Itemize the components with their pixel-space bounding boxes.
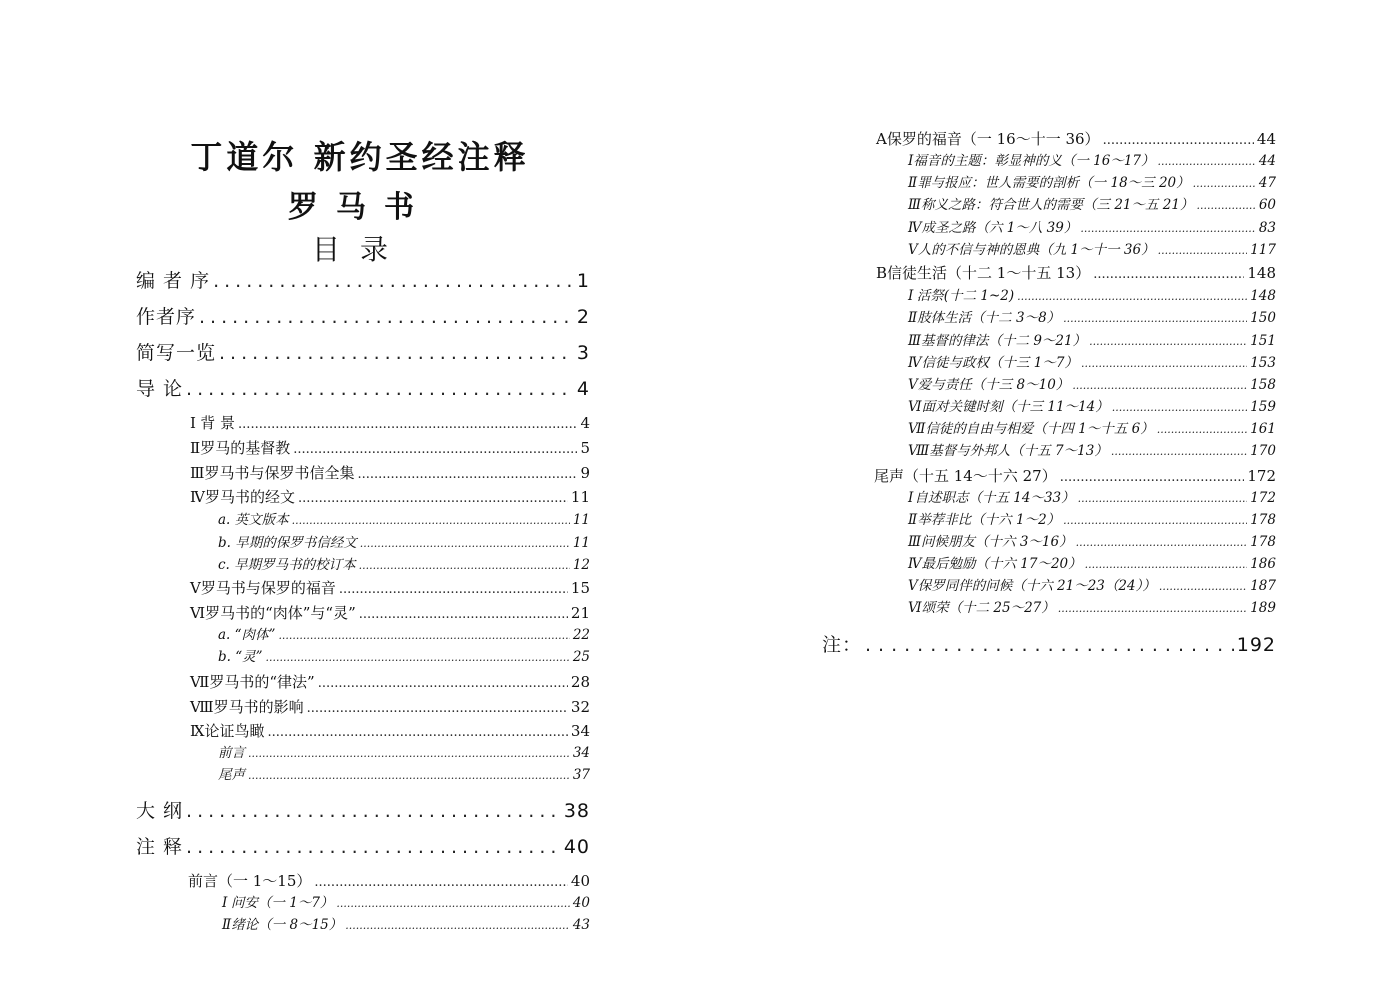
toc-entry-page: 178 bbox=[1250, 534, 1276, 550]
toc-leader-dots bbox=[1080, 223, 1255, 234]
toc-entry-label: 爱与责任（十三 8～10） bbox=[917, 377, 1070, 393]
toc-entry-numeral: Ⅶ bbox=[190, 673, 210, 691]
toc-entry-label: 福音的主题：彰显神的义（一 16～17） bbox=[913, 153, 1155, 169]
toc-entry-label: 作者序 bbox=[136, 306, 197, 328]
toc-entry-label: b. “灵” bbox=[218, 649, 263, 665]
toc-entry-page: 172 bbox=[1250, 490, 1276, 506]
toc-entry-label: 论证鸟瞰 bbox=[204, 722, 265, 740]
toc-entry[interactable] bbox=[136, 308, 590, 327]
toc-entry-label: 尾声 bbox=[218, 767, 245, 783]
toc-entry-page: 192 bbox=[1236, 634, 1276, 656]
book-title: 罗马书 bbox=[288, 190, 432, 225]
toc-entry[interactable] bbox=[222, 919, 590, 933]
toc-leader-dots bbox=[1158, 156, 1256, 167]
toc-entry[interactable] bbox=[876, 266, 1276, 281]
toc-entry-numeral: B bbox=[876, 264, 888, 282]
toc-leader-dots bbox=[1193, 178, 1256, 189]
toc-entry-label: 罪与报应：世人需要的剖析（一 18～三 20） bbox=[917, 175, 1190, 191]
toc-entry[interactable] bbox=[190, 606, 590, 621]
toc-leader-dots bbox=[1078, 493, 1248, 504]
toc-entry-page: 3 bbox=[576, 342, 590, 364]
toc-entry-page: 40 bbox=[570, 872, 590, 890]
toc-entry-page: 44 bbox=[1258, 153, 1276, 169]
toc-leader-dots bbox=[1159, 581, 1247, 592]
toc-leader-dots bbox=[1157, 424, 1248, 435]
toc-leader-dots bbox=[213, 272, 574, 291]
toc-entry-label: 面对关键时刻（十三 11～14） bbox=[921, 399, 1109, 415]
toc-entry-page: 117 bbox=[1250, 242, 1276, 258]
toc-leader-dots bbox=[199, 308, 574, 327]
toc-entry-page: 43 bbox=[572, 917, 590, 933]
toc-leader-dots bbox=[238, 418, 577, 431]
toc-entry-numeral: Ⅳ bbox=[908, 355, 922, 371]
toc-leader-dots bbox=[293, 443, 577, 456]
toc-entry-numeral: Ⅳ bbox=[908, 220, 922, 236]
toc-entry[interactable] bbox=[908, 290, 1276, 304]
toc-entry-label: b. 早期的保罗书信经文 bbox=[218, 535, 357, 551]
toc-entry-label: 背 景 bbox=[200, 414, 236, 432]
toc-entry[interactable] bbox=[218, 769, 590, 783]
toc-entry-label: 罗马书的“律法” bbox=[209, 673, 315, 691]
toc-leader-dots bbox=[1085, 559, 1248, 570]
toc-entry-label: 信徒与政权（十三 1～7） bbox=[921, 355, 1078, 371]
toc-entry-label: 基督的律法（十二 9～21） bbox=[921, 333, 1087, 349]
toc-entry-numeral: Ⅳ bbox=[190, 488, 205, 506]
toc-leader-dots bbox=[1076, 537, 1248, 548]
toc-entry-label: 罗马书与保罗的福音 bbox=[200, 579, 336, 597]
toc-entry-numeral: Ⅰ bbox=[908, 490, 914, 506]
toc-entry-label: 简写一览 bbox=[136, 342, 217, 364]
toc-leader-dots bbox=[186, 838, 561, 857]
toc-leader-dots bbox=[359, 608, 568, 621]
toc-entry[interactable] bbox=[908, 514, 1276, 528]
toc-entry-page: 12 bbox=[572, 557, 590, 573]
toc-leader-dots bbox=[1103, 134, 1254, 147]
toc-leader-dots bbox=[357, 468, 577, 481]
toc-entry-page: 153 bbox=[1250, 355, 1276, 371]
toc-entry-numeral: A bbox=[876, 130, 887, 148]
toc-entry-label: 肢体生活（十二 3～8） bbox=[917, 310, 1061, 326]
toc-entry-label: 自述职志（十五 14～33） bbox=[914, 490, 1075, 506]
toc-leader-dots bbox=[248, 748, 570, 759]
toc-entry-numeral: Ⅱ bbox=[190, 439, 201, 457]
toc-leader-dots bbox=[298, 492, 568, 505]
toc-entry[interactable] bbox=[908, 199, 1276, 213]
toc-entry-label: 注： bbox=[822, 634, 863, 656]
toc-entry-label: 问安（一 1～7） bbox=[230, 895, 334, 911]
toc-entry-numeral: Ⅲ bbox=[908, 534, 922, 550]
toc-entry[interactable] bbox=[908, 580, 1276, 594]
toc-entry-page: 2 bbox=[576, 306, 590, 328]
toc-entry[interactable] bbox=[218, 629, 590, 643]
toc-entry-label: 成圣之路（六 1～八 39） bbox=[921, 220, 1078, 236]
toc-entry-page: 187 bbox=[1250, 578, 1276, 594]
toc-leader-dots bbox=[1089, 336, 1247, 347]
toc-entry[interactable] bbox=[908, 558, 1276, 572]
toc-entry-numeral: Ⅰ bbox=[908, 153, 914, 169]
toc-entry-numeral: Ⅴ bbox=[908, 578, 918, 594]
toc-entry-page: 11 bbox=[572, 535, 590, 551]
toc-heading: 目录 bbox=[311, 233, 408, 266]
toc-entry[interactable] bbox=[190, 490, 590, 505]
toc-entry-label: 保罗的福音（一 16～十一 36） bbox=[886, 130, 1100, 148]
right-page bbox=[700, 0, 1400, 989]
toc-entry-page: 60 bbox=[1258, 197, 1276, 213]
toc-entry-label: 问候朋友（十六 3～16） bbox=[921, 534, 1073, 550]
toc-leader-dots bbox=[219, 344, 574, 363]
toc-leader-dots bbox=[1017, 291, 1247, 302]
toc-entry[interactable] bbox=[908, 423, 1276, 437]
toc-entry-page: 151 bbox=[1250, 333, 1276, 349]
toc-entry-page: 40 bbox=[563, 836, 590, 858]
toc-entry[interactable] bbox=[908, 335, 1276, 349]
toc-entry[interactable] bbox=[876, 132, 1276, 147]
toc-entry[interactable] bbox=[218, 514, 590, 528]
toc-entry-numeral: Ⅲ bbox=[908, 333, 922, 349]
toc-entry[interactable] bbox=[908, 222, 1276, 236]
toc-leader-dots bbox=[1111, 446, 1247, 457]
toc-entry-page: 38 bbox=[563, 800, 590, 822]
toc-entry-numeral: Ⅱ bbox=[908, 512, 918, 528]
toc-entry-label: 编 者 序 bbox=[136, 270, 211, 292]
toc-entry-numeral: Ⅵ bbox=[908, 399, 922, 415]
toc-entry[interactable] bbox=[136, 838, 590, 857]
toc-entry-page: 4 bbox=[580, 414, 590, 432]
toc-entry-label: 举荐非比（十六 1～2） bbox=[917, 512, 1061, 528]
toc-leader-dots bbox=[1081, 358, 1247, 369]
toc-entry[interactable] bbox=[218, 559, 590, 573]
toc-entry[interactable] bbox=[908, 312, 1276, 326]
toc-entry-page: 1 bbox=[576, 270, 590, 292]
toc-entry[interactable] bbox=[218, 537, 590, 551]
toc-entry[interactable] bbox=[822, 636, 1276, 655]
toc-leader-dots bbox=[278, 630, 569, 641]
toc-leader-dots bbox=[1063, 313, 1247, 324]
toc-entry[interactable] bbox=[908, 536, 1276, 550]
toc-entry[interactable] bbox=[908, 379, 1276, 393]
toc-entry-page: 21 bbox=[570, 604, 590, 622]
toc-entry-page: 161 bbox=[1250, 421, 1276, 437]
toc-entry[interactable] bbox=[190, 466, 590, 481]
toc-entry-page: 47 bbox=[1258, 175, 1276, 191]
toc-entry-numeral: Ⅱ bbox=[222, 917, 232, 933]
toc-leader-dots bbox=[248, 770, 570, 781]
toc-entry-label: 前言（一 1～15） bbox=[188, 872, 312, 890]
toc-entry-numeral: Ⅰ bbox=[908, 288, 914, 304]
toc-entry-label: 最后勉励（十六 17～20） bbox=[921, 556, 1082, 572]
toc-leader-dots bbox=[1196, 200, 1255, 211]
toc-entry[interactable] bbox=[908, 357, 1276, 371]
toc-leader-dots bbox=[1072, 380, 1247, 391]
toc-entry-page: 40 bbox=[572, 895, 590, 911]
toc-leader-dots bbox=[865, 636, 1234, 655]
toc-entry-numeral: Ⅰ bbox=[222, 895, 228, 911]
toc-entry-page: 189 bbox=[1250, 600, 1276, 616]
toc-entry-label: 保罗同伴的问候（十六 21～23（24）） bbox=[917, 578, 1156, 594]
toc-entry-page: 178 bbox=[1250, 512, 1276, 528]
toc-entry-label: a. 英文版本 bbox=[218, 512, 289, 528]
toc-entry-numeral: Ⅵ bbox=[908, 600, 922, 616]
toc-entry-numeral: Ⅳ bbox=[908, 556, 922, 572]
toc-entry[interactable] bbox=[190, 724, 590, 739]
toc-entry-numeral: Ⅴ bbox=[908, 242, 918, 258]
toc-entry-label: 注 释 bbox=[136, 836, 184, 858]
toc-entry-page: 15 bbox=[570, 579, 590, 597]
toc-entry-numeral: Ⅴ bbox=[190, 579, 201, 597]
toc-leader-dots bbox=[1158, 245, 1248, 256]
toc-entry-page: 148 bbox=[1250, 288, 1276, 304]
toc-entry-numeral: Ⅲ bbox=[908, 197, 922, 213]
toc-leader-dots bbox=[1058, 603, 1247, 614]
toc-entry-page: 186 bbox=[1250, 556, 1276, 572]
toc-entry-page: 172 bbox=[1247, 467, 1276, 485]
toc-entry-numeral: Ⅶ bbox=[908, 421, 926, 437]
toc-entry[interactable] bbox=[218, 747, 590, 761]
toc-leader-dots bbox=[339, 583, 568, 596]
toc-leader-dots bbox=[336, 898, 569, 909]
toc-entry[interactable] bbox=[190, 441, 590, 456]
toc-entry-label: 导 论 bbox=[136, 378, 184, 400]
toc-entry[interactable] bbox=[908, 401, 1276, 415]
toc-leader-dots bbox=[268, 726, 568, 739]
toc-entry-numeral: Ⅸ bbox=[190, 722, 205, 740]
toc-entry-label: 信徒的自由与相爱（十四 1～十五 6） bbox=[925, 421, 1154, 437]
toc-entry-page: 170 bbox=[1250, 443, 1276, 459]
toc-entry-page: 44 bbox=[1256, 130, 1276, 148]
toc-entry[interactable] bbox=[190, 675, 590, 690]
toc-leader-dots bbox=[266, 652, 570, 663]
toc-entry-label: 颂荣（十二 25～27） bbox=[921, 600, 1055, 616]
toc-entry-page: 158 bbox=[1250, 377, 1276, 393]
toc-leader-dots bbox=[1112, 402, 1247, 413]
toc-entry[interactable] bbox=[908, 244, 1276, 258]
toc-entry[interactable] bbox=[908, 155, 1276, 169]
toc-entry-page: 34 bbox=[570, 722, 590, 740]
toc-leader-dots bbox=[314, 876, 568, 889]
toc-entry[interactable] bbox=[908, 177, 1276, 191]
toc-leader-dots bbox=[292, 515, 570, 526]
toc-entry[interactable] bbox=[190, 581, 590, 596]
toc-entry-label: 活祭(十二 1~2) bbox=[916, 288, 1015, 304]
toc-entry-label: c. 早期罗马书的校订本 bbox=[218, 557, 356, 573]
book-series-title: 丁道尔 新约圣经注释 bbox=[190, 138, 530, 176]
toc-entry-label: 称义之路：符合世人的需要（三 21～五 21） bbox=[921, 197, 1194, 213]
toc-entry-numeral: Ⅱ bbox=[908, 310, 918, 326]
toc-entry-page: 5 bbox=[580, 439, 590, 457]
toc-leader-dots bbox=[1093, 268, 1244, 281]
toc-entry[interactable] bbox=[190, 416, 590, 431]
toc-entry[interactable] bbox=[908, 492, 1276, 506]
toc-entry-numeral: Ⅱ bbox=[908, 175, 918, 191]
toc-entry-label: 罗马的基督教 bbox=[200, 439, 291, 457]
toc-entry-label: 罗马书的“肉体”与“灵” bbox=[205, 604, 356, 622]
toc-entry-page: 11 bbox=[572, 512, 590, 528]
toc-entry-page: 25 bbox=[572, 649, 590, 665]
toc-entry-page: 159 bbox=[1250, 399, 1276, 415]
toc-leader-dots bbox=[318, 677, 568, 690]
toc-entry-label: 绪论（一 8～15） bbox=[231, 917, 343, 933]
toc-entry[interactable] bbox=[136, 344, 590, 363]
toc-leader-dots bbox=[345, 920, 570, 931]
toc-entry-numeral: Ⅷ bbox=[190, 698, 214, 716]
toc-entry-label: 基督与外邦人（十五 7～13） bbox=[929, 443, 1108, 459]
toc-entry-label: 大 纲 bbox=[136, 800, 184, 822]
toc-leader-dots bbox=[186, 380, 574, 399]
toc-entry-page: 22 bbox=[572, 627, 590, 643]
toc-entry-page: 83 bbox=[1258, 220, 1276, 236]
toc-entry-page: 4 bbox=[576, 378, 590, 400]
toc-entry-label: a. “肉体” bbox=[218, 627, 276, 643]
toc-leader-dots bbox=[359, 560, 570, 571]
toc-entry-page: 9 bbox=[580, 464, 590, 482]
toc-entry-label: 人的不信与神的恩典（九 1～十一 36） bbox=[917, 242, 1155, 258]
toc-entry[interactable] bbox=[222, 897, 590, 911]
toc-entry-page: 148 bbox=[1247, 264, 1276, 282]
toc-entry-label: 信徒生活（十二 1～十五 13） bbox=[887, 264, 1091, 282]
toc-entry-numeral: Ⅴ bbox=[908, 377, 918, 393]
toc-entry[interactable] bbox=[136, 380, 590, 399]
toc-entry-page: 37 bbox=[572, 767, 590, 783]
toc-entry-label: 罗马书的经文 bbox=[205, 488, 296, 506]
toc-entry[interactable] bbox=[218, 651, 590, 665]
toc-entry-page: 11 bbox=[570, 488, 590, 506]
toc-entry-numeral: Ⅰ bbox=[190, 414, 196, 432]
toc-entry-numeral: Ⅵ bbox=[190, 604, 206, 622]
toc-entry-label: 尾声（十五 14～十六 27） bbox=[874, 467, 1057, 485]
toc-entry[interactable] bbox=[136, 272, 590, 291]
toc-entry-numeral: Ⅷ bbox=[908, 443, 930, 459]
toc-entry-label: 前言 bbox=[218, 745, 245, 761]
toc-entry-page: 28 bbox=[570, 673, 590, 691]
toc-entry[interactable] bbox=[188, 874, 590, 889]
toc-entry-page: 150 bbox=[1250, 310, 1276, 326]
toc-leader-dots bbox=[186, 802, 561, 821]
toc-entry[interactable] bbox=[190, 700, 590, 715]
toc-entry-label: 罗马书与保罗书信全集 bbox=[204, 464, 355, 482]
toc-entry-page: 34 bbox=[572, 745, 590, 761]
toc-entry[interactable] bbox=[136, 802, 590, 821]
toc-entry[interactable] bbox=[874, 469, 1276, 484]
toc-leader-dots bbox=[1060, 471, 1245, 484]
toc-leader-dots bbox=[360, 538, 570, 549]
toc-entry-label: 罗马书的影响 bbox=[213, 698, 304, 716]
toc-leader-dots bbox=[307, 702, 568, 715]
toc-entry[interactable] bbox=[908, 445, 1276, 459]
toc-leader-dots bbox=[1063, 515, 1247, 526]
toc-entry-numeral: Ⅲ bbox=[190, 464, 205, 482]
toc-entry[interactable] bbox=[908, 602, 1276, 616]
toc-entry-page: 32 bbox=[570, 698, 590, 716]
